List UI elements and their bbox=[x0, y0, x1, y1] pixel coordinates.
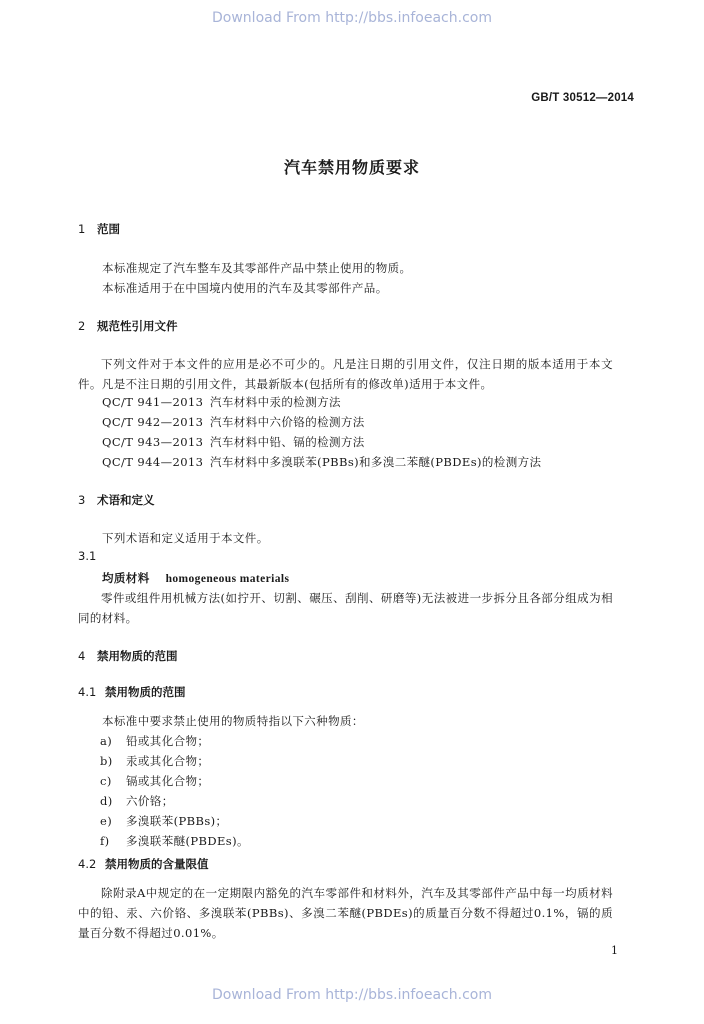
list-item bbox=[100, 791, 174, 811]
section-1-heading bbox=[78, 221, 120, 237]
list-item-label: f) bbox=[100, 834, 110, 848]
page-number: 1 bbox=[611, 944, 618, 957]
reference-code: QC/T 942—2013 bbox=[102, 415, 204, 429]
reference-code: QC/T 944—2013 bbox=[102, 455, 204, 469]
subsection-4-2-heading bbox=[78, 856, 209, 872]
list-item-label: c) bbox=[100, 774, 112, 788]
list-item-label: b) bbox=[100, 754, 113, 768]
term-number: 3.1 bbox=[78, 549, 97, 563]
subsection-4-1-heading bbox=[78, 684, 186, 700]
term-entry bbox=[102, 568, 289, 589]
reference-title: 汽车材料中六价铬的检测方法 bbox=[210, 415, 365, 429]
scope-line-2: 本标准适用于在中国境内使用的汽车及其零部件产品。 bbox=[102, 281, 388, 295]
subsection-number: 4.2 bbox=[78, 857, 97, 871]
reference-item bbox=[102, 392, 341, 412]
subsection-number: 4.1 bbox=[78, 685, 97, 699]
section-number: 2 bbox=[78, 319, 86, 333]
section-number: 1 bbox=[78, 222, 86, 236]
list-item-text: 多溴联苯(PBBs)； bbox=[126, 814, 228, 828]
section-title: 规范性引用文件 bbox=[97, 319, 178, 333]
content-limits-paragraph: 除附录A中规定的在一定期限内豁免的汽车零部件和材料外，汽车及其零部件产品中每一均质材料中的铅、汞、六价铬、多溴联苯(PBBs)、多溴二苯醚(PBDEs)的质量百分数不得超过0.1%，镉的质量百分数不得超过0.01%。 bbox=[78, 886, 613, 940]
watermark-top: Download From http://bbs.infoeach.com bbox=[212, 10, 492, 26]
substances-intro: 本标准中要求禁止使用的物质特指以下六种物质： bbox=[102, 714, 364, 728]
section-2-heading bbox=[78, 318, 178, 334]
subsection-title: 禁用物质的范围 bbox=[105, 685, 186, 699]
section-4-heading bbox=[78, 648, 178, 664]
list-item-label: d) bbox=[100, 794, 113, 808]
list-item-label: e) bbox=[100, 814, 113, 828]
reference-item bbox=[102, 432, 365, 452]
section-title: 范围 bbox=[97, 222, 120, 236]
scope-line-1: 本标准规定了汽车整车及其零部件产品中禁止使用的物质。 bbox=[102, 261, 412, 275]
reference-code: QC/T 941—2013 bbox=[102, 395, 204, 409]
list-item-text: 汞或其化合物； bbox=[126, 754, 210, 768]
term-definition: 零件或组件用机械方法(如拧开、切割、碾压、刮削、研磨等)无法被进一步拆分且各部分组成为相同的材料。 bbox=[78, 591, 613, 625]
normative-references-intro: 下列文件对于本文件的应用是必不可少的。凡是注日期的引用文件，仅注日期的版本适用于本文件。凡是不注日期的引用文件，其最新版本(包括所有的修改单)适用于本文件。 bbox=[78, 357, 613, 391]
list-item bbox=[100, 731, 209, 751]
section-3-heading bbox=[78, 492, 155, 508]
section-title: 术语和定义 bbox=[97, 493, 155, 507]
reference-item bbox=[102, 452, 541, 472]
watermark-bottom: Download From http://bbs.infoeach.com bbox=[212, 987, 492, 1003]
section-number: 3 bbox=[78, 493, 86, 507]
list-item bbox=[100, 771, 209, 791]
list-item-text: 多溴联苯醚(PBDEs)。 bbox=[126, 834, 249, 848]
terms-intro: 下列术语和定义适用于本文件。 bbox=[102, 531, 269, 545]
section-number: 4 bbox=[78, 649, 86, 663]
reference-code: QC/T 943—2013 bbox=[102, 435, 204, 449]
subsection-title: 禁用物质的含量限值 bbox=[105, 857, 209, 871]
list-item-text: 铅或其化合物； bbox=[126, 734, 210, 748]
document-title: 汽车禁用物质要求 bbox=[283, 158, 420, 177]
reference-item bbox=[102, 412, 365, 432]
reference-title: 汽车材料中多溴联苯(PBBs)和多溴二苯醚(PBDEs)的检测方法 bbox=[210, 455, 542, 469]
list-item bbox=[100, 831, 249, 851]
list-item-label: a) bbox=[100, 734, 113, 748]
list-item-text: 六价铬； bbox=[126, 794, 174, 808]
standard-code: GB/T 30512—2014 bbox=[531, 92, 634, 104]
reference-title: 汽车材料中铅、镉的检测方法 bbox=[210, 435, 365, 449]
section-title: 禁用物质的范围 bbox=[97, 649, 178, 663]
list-item bbox=[100, 811, 227, 831]
term-english: homogeneous materials bbox=[165, 573, 290, 585]
reference-title: 汽车材料中汞的检测方法 bbox=[210, 395, 341, 409]
term-chinese: 均质材料 bbox=[102, 571, 150, 585]
list-item bbox=[100, 751, 209, 771]
list-item-text: 镉或其化合物； bbox=[126, 774, 210, 788]
